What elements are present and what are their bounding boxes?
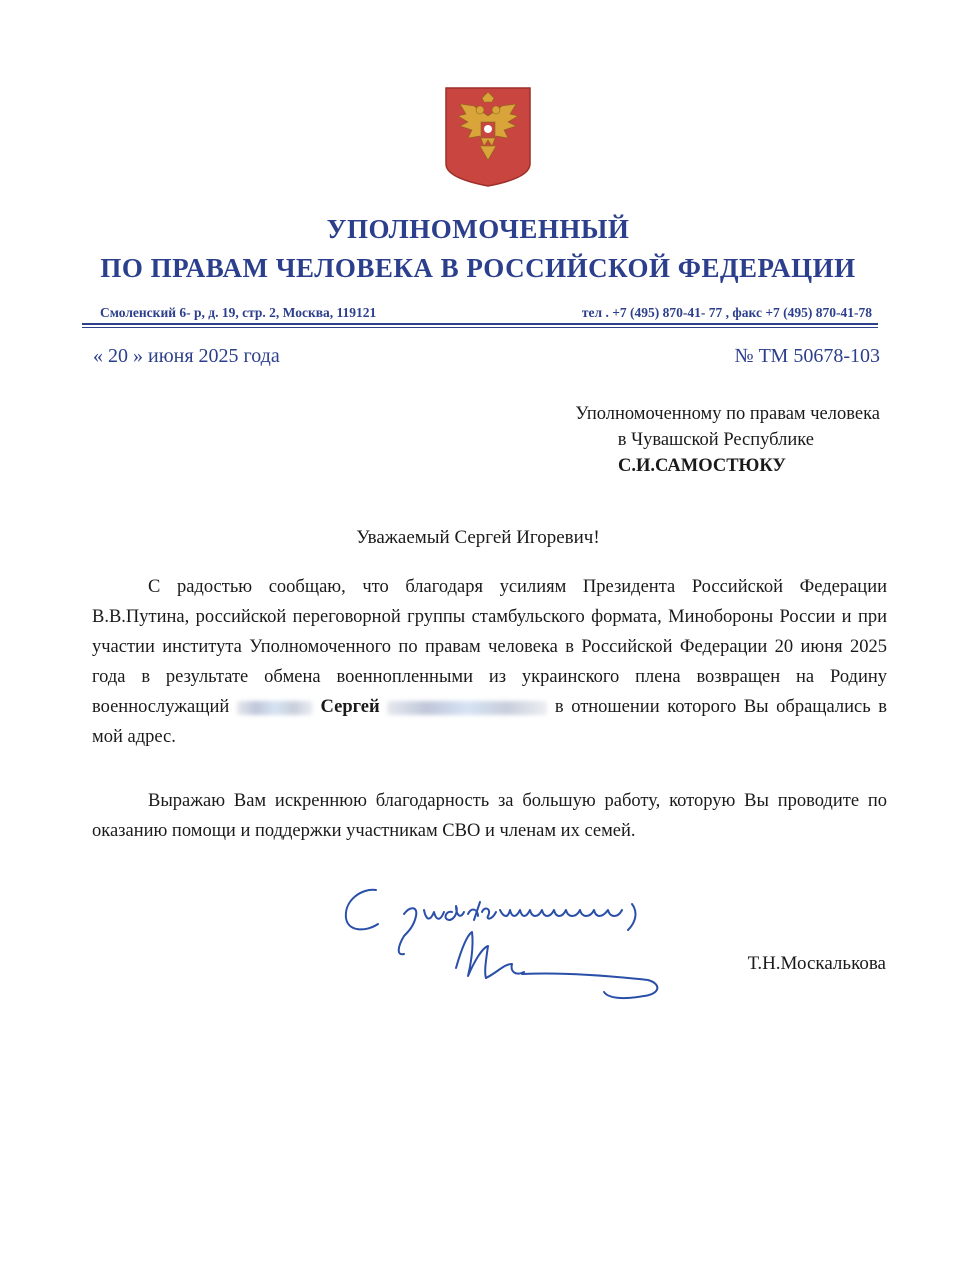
- letterhead-contacts: тел . +7 (495) 870-41- 77 , факс +7 (495) 870-41-78: [581, 305, 872, 320]
- document-date: « 20 » июня 2025 года: [93, 345, 280, 367]
- recipient-line1: Уполномоченному по правам человека: [575, 404, 880, 424]
- handwritten-signature-icon: [332, 876, 682, 1006]
- para1-end: в отношении которого Вы обращались в мой адрес.: [92, 697, 888, 747]
- letterhead-address: Смоленский 6- р, д. 19, стр. 2, Москва, 119121: [100, 305, 377, 320]
- body-paragraph-2: Выражаю Вам искреннюю благодарность за большую работу, которую Вы проводите по оказанию помощи и поддержки участникам СВО и членам их семей.: [92, 791, 887, 841]
- coat-of-arms-icon: [444, 86, 532, 188]
- redacted-rank: [237, 701, 313, 715]
- para1-name: Сергей: [320, 697, 380, 717]
- letterhead-rule-thin: [82, 327, 878, 328]
- body-paragraph-1: [92, 572, 887, 752]
- salutation: Уважаемый Сергей Игоревич!: [356, 527, 600, 548]
- recipient-line2: в Чувашской Республике: [617, 430, 814, 450]
- signer-name: Т.Н.Москалькова: [747, 953, 886, 974]
- document-number: № ТМ 50678-103: [734, 345, 880, 367]
- para1-start: С радостью сообщаю, что благодаря усилиям Президента Российской Федерации В.В.Путина, российской переговорной группы стамбульского формата, Минобороны России и при участии института Уполномоченного по правам человека в Российской Федерации 20 июня 2025 года в результате обмена военнопленными из украинского плена возвращен на Родину военнослужащий: [92, 577, 887, 717]
- letterhead-title-line2: ПО ПРАВАМ ЧЕЛОВЕКА В РОССИЙСКОЙ ФЕДЕРАЦИИ: [100, 253, 856, 283]
- letterhead-title-line1: УПОЛНОМОЧЕННЫЙ: [326, 214, 630, 244]
- letterhead-rule: [82, 323, 878, 325]
- recipient-name: С.И.САМОСТЮКУ: [617, 456, 786, 476]
- redacted-surname: [387, 701, 547, 715]
